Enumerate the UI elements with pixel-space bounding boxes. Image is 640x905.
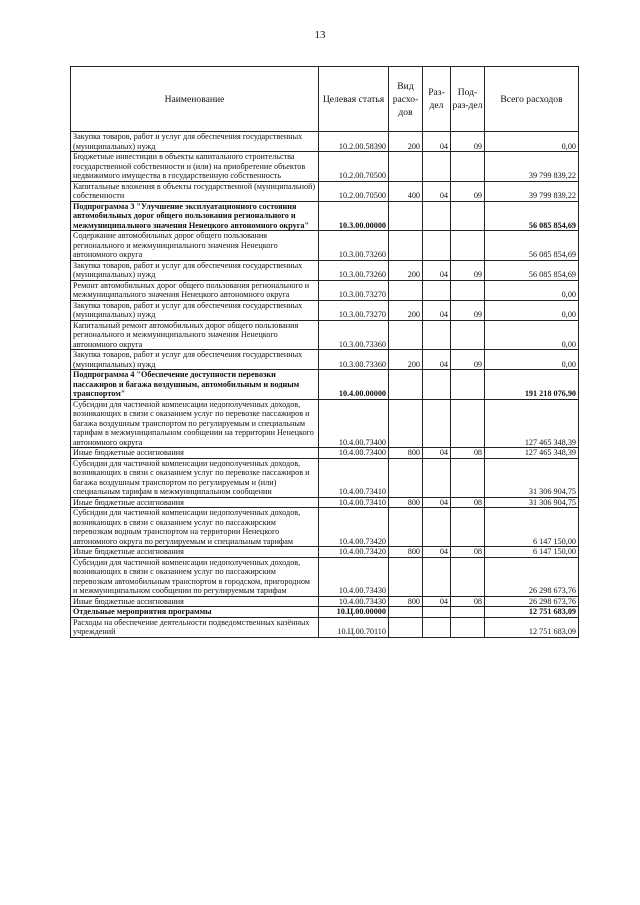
cell-code: 10.3.00.00000 (319, 201, 389, 231)
cell-subsection: 08 (451, 497, 485, 508)
cell-type (389, 152, 423, 182)
cell-code: 10.4.00.73420 (319, 508, 389, 547)
table-row (71, 399, 579, 448)
cell-name: Субсидии для частичной компенсации недополученных доходов, возникающих в связи с оказанием услуг по пассажирским перевозкам водным транспортом на территории Ненецкого автономного округа по регулируемым и специальным тарифам (71, 508, 319, 547)
table-row (71, 607, 579, 618)
cell-subsection (451, 508, 485, 547)
cell-code: 10.3.00.73360 (319, 350, 389, 370)
table-row (71, 596, 579, 607)
cell-name: Иные бюджетные ассигнования (71, 596, 319, 607)
cell-code: 10.Ц.00.00000 (319, 607, 389, 618)
cell-total: 31 306 904,75 (485, 458, 579, 497)
cell-subsection (451, 458, 485, 497)
cell-name: Закупка товаров, работ и услуг для обеспечения государственных (муниципальных) нужд (71, 260, 319, 280)
cell-name: Подпрограмма 4 "Обеспечение доступности перевозки пассажиров и багажа воздушным, автомобильным и водным транспортом" (71, 370, 319, 400)
cell-section (423, 399, 451, 448)
table-row (71, 458, 579, 497)
cell-subsection (451, 152, 485, 182)
cell-code: 10.4.00.73400 (319, 399, 389, 448)
cell-name: Капитальные вложения в объекты государственной (муниципальной) собственности (71, 181, 319, 201)
header-type: Вид расхо-дов (389, 67, 423, 132)
table-row (71, 300, 579, 320)
cell-name: Иные бюджетные ассигнования (71, 547, 319, 558)
table-row (71, 260, 579, 280)
page-number: 13 (314, 29, 326, 41)
cell-name: Субсидии для частичной компенсации недополученных доходов, возникающих в связи с оказанием услуг по перевозке пассажиров и багажа воздушным транспортом по регулируемым и специальным тарифам в межмуниципальном сообщении на территории Ненецкого автономного округа (71, 399, 319, 448)
header-code: Целевая статья (319, 67, 389, 132)
cell-type (389, 557, 423, 596)
cell-type (389, 607, 423, 618)
cell-subsection (451, 201, 485, 231)
cell-subsection: 08 (451, 547, 485, 558)
cell-total: 0,00 (485, 132, 579, 152)
cell-type: 200 (389, 132, 423, 152)
cell-code: 10.4.00.73400 (319, 448, 389, 459)
cell-section (423, 320, 451, 350)
cell-section (423, 458, 451, 497)
table-row (71, 497, 579, 508)
cell-type: 400 (389, 181, 423, 201)
cell-total: 127 465 348,39 (485, 399, 579, 448)
cell-type (389, 508, 423, 547)
cell-code: 10.2.00.58390 (319, 132, 389, 152)
cell-subsection: 09 (451, 350, 485, 370)
table-row (71, 201, 579, 231)
cell-total: 56 085 854,69 (485, 201, 579, 231)
cell-code: 10.3.00.73260 (319, 260, 389, 280)
cell-type (389, 231, 423, 261)
cell-type (389, 370, 423, 400)
table-row (71, 350, 579, 370)
cell-code: 10.3.00.73260 (319, 231, 389, 261)
table-row (71, 508, 579, 547)
cell-code: 10.2.00.70500 (319, 181, 389, 201)
cell-type: 800 (389, 497, 423, 508)
cell-name: Содержание автомобильных дорог общего пользования регионального и межмуниципального значения Ненецкого автономного округа (71, 231, 319, 261)
cell-total: 0,00 (485, 350, 579, 370)
cell-subsection (451, 320, 485, 350)
cell-name: Расходы на обеспечение деятельности подведомственных казённых учреждений (71, 617, 319, 637)
cell-subsection (451, 557, 485, 596)
cell-section: 04 (423, 132, 451, 152)
cell-type (389, 201, 423, 231)
cell-total: 31 306 904,75 (485, 497, 579, 508)
cell-code: 10.4.00.73420 (319, 547, 389, 558)
cell-name: Капитальный ремонт автомобильных дорог общего пользования регионального и межмуниципального значения Ненецкого автономного округа (71, 320, 319, 350)
cell-type: 800 (389, 547, 423, 558)
budget-table (70, 66, 579, 638)
table-row (71, 231, 579, 261)
table-row (71, 152, 579, 182)
cell-subsection: 09 (451, 300, 485, 320)
table-row (71, 132, 579, 152)
cell-section: 04 (423, 448, 451, 459)
cell-code: 10.4.00.73410 (319, 458, 389, 497)
cell-type: 200 (389, 350, 423, 370)
cell-subsection (451, 607, 485, 618)
table-header-row (71, 67, 579, 132)
cell-type (389, 458, 423, 497)
cell-type (389, 399, 423, 448)
cell-total: 6 147 150,00 (485, 547, 579, 558)
cell-code: 10.4.00.73430 (319, 557, 389, 596)
cell-subsection (451, 231, 485, 261)
cell-type: 200 (389, 260, 423, 280)
cell-subsection: 09 (451, 132, 485, 152)
cell-total: 56 085 854,69 (485, 260, 579, 280)
table-body (71, 132, 579, 638)
cell-type (389, 280, 423, 300)
cell-total: 26 298 673,76 (485, 596, 579, 607)
cell-section: 04 (423, 260, 451, 280)
table-row (71, 547, 579, 558)
table-row (71, 320, 579, 350)
cell-name: Закупка товаров, работ и услуг для обеспечения государственных (муниципальных) нужд (71, 350, 319, 370)
cell-total: 191 218 076,90 (485, 370, 579, 400)
cell-type: 800 (389, 596, 423, 607)
cell-section (423, 557, 451, 596)
header-name: Наименование (71, 67, 319, 132)
cell-subsection: 09 (451, 181, 485, 201)
cell-name: Закупка товаров, работ и услуг для обеспечения государственных (муниципальных) нужд (71, 300, 319, 320)
cell-total: 0,00 (485, 320, 579, 350)
cell-code: 10.3.00.73360 (319, 320, 389, 350)
cell-subsection (451, 399, 485, 448)
cell-total: 6 147 150,00 (485, 508, 579, 547)
header-section: Раз-дел (423, 67, 451, 132)
cell-type: 800 (389, 448, 423, 459)
cell-type (389, 320, 423, 350)
cell-type: 200 (389, 300, 423, 320)
cell-name: Ремонт автомобильных дорог общего пользования регионального и межмуниципального значения Ненецкого автономного округа (71, 280, 319, 300)
table-row (71, 448, 579, 459)
cell-section (423, 508, 451, 547)
cell-section: 04 (423, 350, 451, 370)
cell-name: Закупка товаров, работ и услуг для обеспечения государственных (муниципальных) нужд (71, 132, 319, 152)
cell-total: 26 298 673,76 (485, 557, 579, 596)
cell-code: 10.4.00.73410 (319, 497, 389, 508)
cell-section: 04 (423, 547, 451, 558)
table-row (71, 617, 579, 637)
cell-section: 04 (423, 596, 451, 607)
cell-name: Иные бюджетные ассигнования (71, 448, 319, 459)
cell-name: Отдельные мероприятия программы (71, 607, 319, 618)
cell-total: 56 085 854,69 (485, 231, 579, 261)
cell-subsection: 08 (451, 596, 485, 607)
cell-section (423, 617, 451, 637)
cell-code: 10.4.00.73430 (319, 596, 389, 607)
header-subsection: Под-раз-дел (451, 67, 485, 132)
cell-name: Субсидии для частичной компенсации недополученных доходов, возникающих в связи с оказанием услуг по перевозке пассажиров и багажа воздушным транспортом по регулируемым и (или) специальным тарифам в межмуниципальном сообщении (71, 458, 319, 497)
cell-total: 0,00 (485, 300, 579, 320)
cell-section (423, 607, 451, 618)
header-total: Всего расходов (485, 67, 579, 132)
cell-code: 10.3.00.73270 (319, 280, 389, 300)
cell-total: 39 799 839,22 (485, 152, 579, 182)
cell-section (423, 370, 451, 400)
cell-subsection: 08 (451, 448, 485, 459)
cell-total: 12 751 683,09 (485, 607, 579, 618)
table-row (71, 370, 579, 400)
cell-total: 0,00 (485, 280, 579, 300)
table-row (71, 181, 579, 201)
cell-code: 10.3.00.73270 (319, 300, 389, 320)
cell-subsection: 09 (451, 260, 485, 280)
cell-section (423, 152, 451, 182)
cell-section (423, 231, 451, 261)
cell-subsection (451, 280, 485, 300)
cell-name: Бюджетные инвестиции в объекты капитального строительства государственной собственности и (или) на приобретение объектов недвижимого имущества в государственную собственность (71, 152, 319, 182)
table-row (71, 280, 579, 300)
cell-total: 39 799 839,22 (485, 181, 579, 201)
cell-code: 10.4.00.00000 (319, 370, 389, 400)
cell-section: 04 (423, 497, 451, 508)
cell-section: 04 (423, 181, 451, 201)
cell-name: Иные бюджетные ассигнования (71, 497, 319, 508)
cell-name: Подпрограмма 3 "Улучшение эксплуатационного состояния автомобильных дорог общего пользования регионального и межмуниципального значения Ненецкого автономного округа" (71, 201, 319, 231)
cell-code: 10.2.00.70500 (319, 152, 389, 182)
cell-total: 127 465 348,39 (485, 448, 579, 459)
cell-section (423, 280, 451, 300)
cell-total: 12 751 683,09 (485, 617, 579, 637)
cell-subsection (451, 370, 485, 400)
cell-section (423, 201, 451, 231)
cell-code: 10.Ц.00.70110 (319, 617, 389, 637)
cell-subsection (451, 617, 485, 637)
cell-type (389, 617, 423, 637)
cell-name: Субсидии для частичной компенсации недополученных доходов, возникающих в связи с оказанием услуг по пассажирским перевозкам автомобильным транспортом в городском, пригородном и межмуниципальном сообщении по регулируемым тарифам (71, 557, 319, 596)
table-row (71, 557, 579, 596)
cell-section: 04 (423, 300, 451, 320)
